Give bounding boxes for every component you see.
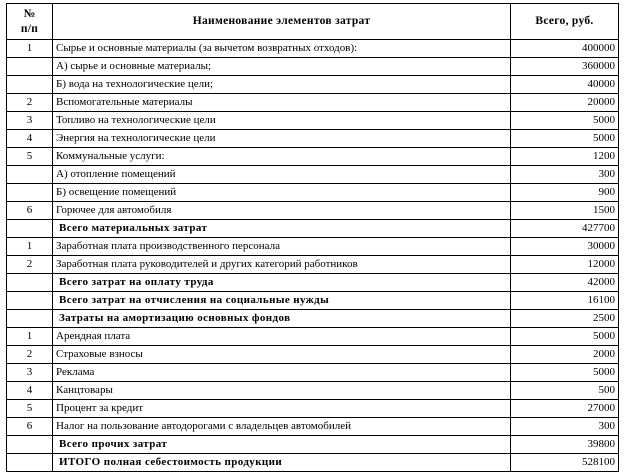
cost-element-name-cell: Процент за кредит xyxy=(53,400,511,418)
table-row xyxy=(7,346,619,364)
row-number-cell: 4 xyxy=(7,382,53,400)
column-header-name: Наименование элементов затрат xyxy=(53,4,511,40)
cost-total-cell: 20000 xyxy=(511,94,619,112)
cost-element-name-cell: Затраты на амортизацию основных фондов xyxy=(53,310,511,328)
row-number-cell: 1 xyxy=(7,328,53,346)
cost-total-cell: 30000 xyxy=(511,238,619,256)
table-row xyxy=(7,148,619,166)
cost-total-cell: 427700 xyxy=(511,220,619,238)
cost-element-name-cell: Топливо на технологические цели xyxy=(53,112,511,130)
row-number-cell: 1 xyxy=(7,40,53,58)
row-number-cell xyxy=(7,436,53,454)
row-number-cell: 5 xyxy=(7,148,53,166)
table-row xyxy=(7,256,619,274)
column-header-number-line2: п/п xyxy=(20,22,39,35)
cost-total-cell: 500 xyxy=(511,382,619,400)
table-row xyxy=(7,382,619,400)
cost-total-cell: 300 xyxy=(511,166,619,184)
cost-total-cell: 1500 xyxy=(511,202,619,220)
row-number-cell: 6 xyxy=(7,418,53,436)
table-body xyxy=(7,40,619,472)
row-number-cell xyxy=(7,454,53,472)
row-number-cell xyxy=(7,292,53,310)
row-number-cell xyxy=(7,166,53,184)
cost-total-cell: 5000 xyxy=(511,112,619,130)
cost-total-cell: 40000 xyxy=(511,76,619,94)
row-number-cell: 3 xyxy=(7,112,53,130)
cost-element-name-cell: Сырье и основные материалы (за вычетом возвратных отходов): xyxy=(53,40,511,58)
cost-element-name-cell: А) сырье и основные материалы; xyxy=(53,58,511,76)
cost-element-name-cell: А) отопление помещений xyxy=(53,166,511,184)
cost-element-name-cell: Страховые взносы xyxy=(53,346,511,364)
table-row xyxy=(7,202,619,220)
table-row xyxy=(7,292,619,310)
row-number-cell xyxy=(7,310,53,328)
cost-element-name-cell: ИТОГО полная себестоимость продукции xyxy=(53,454,511,472)
cost-total-cell: 27000 xyxy=(511,400,619,418)
table-row xyxy=(7,130,619,148)
cost-element-name-cell: Всего материальных затрат xyxy=(53,220,511,238)
table-row xyxy=(7,274,619,292)
table-row xyxy=(7,418,619,436)
row-number-cell xyxy=(7,220,53,238)
cost-element-name-cell: Арендная плата xyxy=(53,328,511,346)
row-number-cell xyxy=(7,274,53,292)
table-header-row xyxy=(7,4,619,40)
table-row xyxy=(7,40,619,58)
row-number-cell: 1 xyxy=(7,238,53,256)
cost-total-cell: 300 xyxy=(511,418,619,436)
table-row xyxy=(7,166,619,184)
cost-element-name-cell: Налог на пользование автодорогами с владельцев автомобилей xyxy=(53,418,511,436)
column-header-number xyxy=(7,4,53,40)
table-row xyxy=(7,310,619,328)
row-number-cell: 2 xyxy=(7,94,53,112)
row-number-cell: 2 xyxy=(7,256,53,274)
cost-total-cell: 5000 xyxy=(511,130,619,148)
cost-element-name-cell: Заработная плата руководителей и других категорий работников xyxy=(53,256,511,274)
cost-total-cell: 12000 xyxy=(511,256,619,274)
table-row xyxy=(7,400,619,418)
cost-total-cell: 1200 xyxy=(511,148,619,166)
table-row xyxy=(7,364,619,382)
row-number-cell: 5 xyxy=(7,400,53,418)
cost-total-cell: 528100 xyxy=(511,454,619,472)
row-number-cell: 2 xyxy=(7,346,53,364)
table-row xyxy=(7,436,619,454)
cost-element-name-cell: Коммунальные услуги: xyxy=(53,148,511,166)
table-row xyxy=(7,94,619,112)
row-number-cell: 6 xyxy=(7,202,53,220)
column-header-number-line1: № xyxy=(23,7,36,20)
table-row xyxy=(7,454,619,472)
row-number-cell: 3 xyxy=(7,364,53,382)
row-number-cell xyxy=(7,184,53,202)
cost-element-name-cell: Энергия на технологические цели xyxy=(53,130,511,148)
cost-total-cell: 900 xyxy=(511,184,619,202)
table-row xyxy=(7,328,619,346)
cost-total-cell: 42000 xyxy=(511,274,619,292)
cost-total-cell: 39800 xyxy=(511,436,619,454)
cost-element-name-cell: Вспомогательные материалы xyxy=(53,94,511,112)
cost-element-name-cell: Канцтовары xyxy=(53,382,511,400)
table-row xyxy=(7,238,619,256)
cost-element-name-cell: Заработная плата производственного персонала xyxy=(53,238,511,256)
cost-element-name-cell: Всего затрат на оплату труда xyxy=(53,274,511,292)
cost-element-name-cell: Горючее для автомобиля xyxy=(53,202,511,220)
table-header xyxy=(7,4,619,40)
cost-elements-table xyxy=(6,3,619,472)
table-row xyxy=(7,184,619,202)
cost-element-name-cell: Б) освещение помещений xyxy=(53,184,511,202)
cost-total-cell: 2500 xyxy=(511,310,619,328)
cost-total-cell: 5000 xyxy=(511,328,619,346)
cost-total-cell: 2000 xyxy=(511,346,619,364)
cost-total-cell: 400000 xyxy=(511,40,619,58)
cost-total-cell: 16100 xyxy=(511,292,619,310)
cost-element-name-cell: Всего затрат на отчисления на социальные нужды xyxy=(53,292,511,310)
table-row xyxy=(7,112,619,130)
column-header-total: Всего, руб. xyxy=(511,4,619,40)
table-row xyxy=(7,58,619,76)
cost-total-cell: 5000 xyxy=(511,364,619,382)
row-number-cell: 4 xyxy=(7,130,53,148)
row-number-cell xyxy=(7,76,53,94)
cost-element-name-cell: Всего прочих затрат xyxy=(53,436,511,454)
table-row xyxy=(7,220,619,238)
cost-element-name-cell: Реклама xyxy=(53,364,511,382)
row-number-cell xyxy=(7,58,53,76)
cost-element-name-cell: Б) вода на технологические цели; xyxy=(53,76,511,94)
table-row xyxy=(7,76,619,94)
cost-total-cell: 360000 xyxy=(511,58,619,76)
